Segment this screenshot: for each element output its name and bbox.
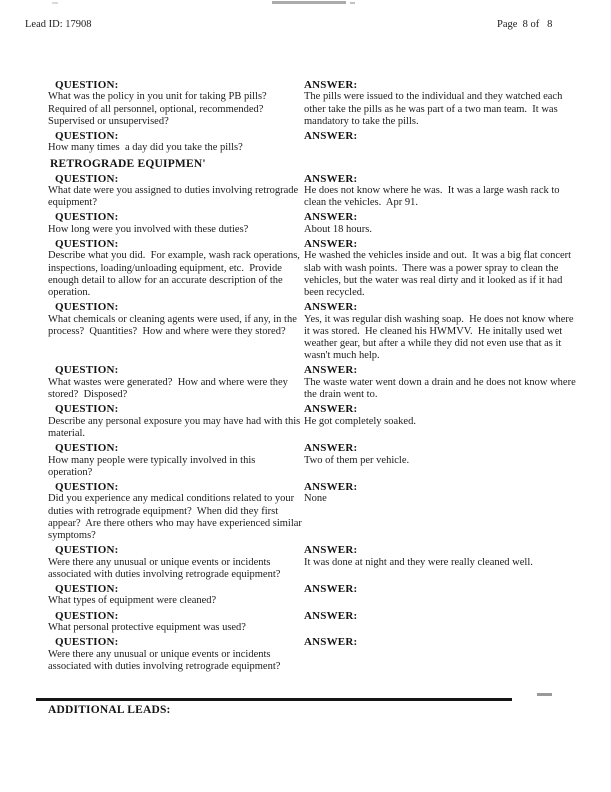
answer-text: He does not know where he was. It was a large wash rack to clean the vehicles. Apr 91. [304,185,563,209]
question-text: What personal protective equipment was used? [48,621,246,633]
answer-column [302,636,580,648]
answer-label: ANSWER: [304,636,358,649]
question-text: How many times a day did you take the pills? [48,142,243,154]
answer-text: The waste water went down a drain and he does not know where the drain went to. [304,376,579,401]
scan-artifact-footer-dash [537,693,552,696]
question-column [48,238,302,299]
question-label: QUESTION: [55,480,119,493]
answer-label: ANSWER: [304,301,358,314]
answer-text: He washed the vehicles inside and out. It was a big flat concert slab with wash points. There was a power spray to clean the vehicles, but the water was real dirty and it looked as if it had been recycled. [304,250,574,299]
question-label: QUESTION: [55,172,119,185]
answer-label: ANSWER: [304,211,358,224]
question-column [48,79,302,128]
qa-row [48,610,580,635]
question-column [48,173,302,210]
question-column [48,301,302,338]
qa-row [48,130,580,155]
page-number: Page 8 of 8 [497,19,553,30]
qa-row [48,636,580,673]
answer-text: None [304,493,327,505]
answer-text: It was done at night and they were really cleaned well. [304,556,533,568]
answer-column [302,364,580,401]
question-text: What was the policy in you unit for taking PB pills? Required of all personnel, optional, recommended? Supervised or unsupervised? [48,91,272,127]
answer-column [302,610,580,622]
answer-column [302,211,580,236]
answer-column [302,544,580,569]
question-column [48,583,302,608]
question-label: QUESTION: [55,403,119,416]
question-column [48,480,305,542]
qa-row [48,442,580,479]
answer-column [302,173,580,210]
question-label: QUESTION: [55,364,119,377]
question-label: QUESTION: [55,609,119,622]
question-text: Describe what you did. For example, wash rack operations, inspections, loading/unloading equipment, etc. Provide enough detail to allow for an accurate description of the operation. [48,250,303,299]
answer-column [302,238,580,299]
qa-row [48,403,580,440]
answer-label: ANSWER: [304,172,358,185]
answer-label: ANSWER: [304,130,358,143]
question-label: QUESTION: [55,301,119,314]
question-text: Were there any unusual or unique events or incidents associated with duties involving retrograde equipment? [48,556,281,580]
answer-column [302,301,580,362]
question-text: Did you experience any medical conditions related to your duties with retrograde equipment? When did they first appear? Are there others who may have experienced similar symptoms? [48,493,305,541]
question-column [48,544,302,581]
answer-label: ANSWER: [304,238,358,251]
answer-column [302,130,580,142]
lead-id: Lead ID: 17908 [25,19,92,30]
qa-row [48,211,580,236]
question-text: Describe any personal exposure you may have had with this material. [48,415,303,439]
answer-text: Yes, it was regular dish washing soap. He does not know where it was stored. He cleaned his HWMVV. He initally used wet weather gear, but after a while they did not even use that as it wasn't much help. [304,313,577,362]
answer-column [302,442,580,467]
answer-text: He got completely soaked. [304,415,416,427]
qa-row [48,481,580,542]
answer-label: ANSWER: [304,609,358,622]
answer-column [302,481,580,506]
answer-label: ANSWER: [304,544,358,557]
qa-list [48,79,580,675]
qa-row [48,583,580,608]
question-column [48,610,302,635]
question-text: What types of equipment were cleaned? [48,595,217,607]
question-text: What date were you assigned to duties involving retrograde equipment? [48,185,301,209]
question-column [48,403,302,440]
footer-rule [36,698,512,701]
question-column [48,636,302,673]
scan-artifact-top-tick [350,2,355,4]
question-text: Were there any unusual or unique events or incidents associated with duties involving retrograde equipment? [48,648,281,672]
question-column [48,211,302,236]
answer-text: About 18 hours. [304,223,372,235]
section-heading: RETROGRADE EQUIPMEN' [50,157,206,170]
question-column [48,364,302,401]
question-label: QUESTION: [55,238,119,251]
question-text: How long were you involved with these duties? [48,223,249,235]
qa-row [48,173,580,210]
answer-column [302,403,580,428]
answer-column [302,583,580,595]
answer-label: ANSWER: [304,582,358,595]
qa-row [48,544,580,581]
qa-row [48,238,580,299]
question-label: QUESTION: [55,544,119,557]
additional-leads-heading: ADDITIONAL LEADS: [48,704,171,716]
question-label: QUESTION: [55,211,119,224]
qa-row [48,301,580,362]
answer-label: ANSWER: [304,364,358,377]
question-column [48,130,302,155]
qa-row [48,364,580,401]
answer-label: ANSWER: [304,442,358,455]
question-label: QUESTION: [55,582,119,595]
question-text: What chemicals or cleaning agents were used, if any, in the process? Quantities? How and where were they stored? [48,313,300,337]
answer-label: ANSWER: [304,480,358,493]
question-label: QUESTION: [55,130,119,143]
question-text: How many people were typically involved in this operation? [48,454,258,478]
answer-column [302,79,580,128]
scan-artifact-top-dot [52,2,58,4]
question-label: QUESTION: [55,79,119,91]
question-label: QUESTION: [55,636,119,649]
question-text: What wastes were generated? How and where were they stored? Disposed? [48,376,291,401]
answer-label: ANSWER: [304,403,358,416]
question-column [48,442,302,479]
answer-label: ANSWER: [304,79,358,91]
scan-artifact-top-bar [272,1,346,4]
answer-text: Two of them per vehicle. [304,454,410,466]
answer-text: The pills were issued to the individual and they watched each other take the pills as he was part of a two man team. It was mandatory to take the pills. [304,91,565,127]
question-label: QUESTION: [55,442,119,455]
qa-row [48,79,580,128]
